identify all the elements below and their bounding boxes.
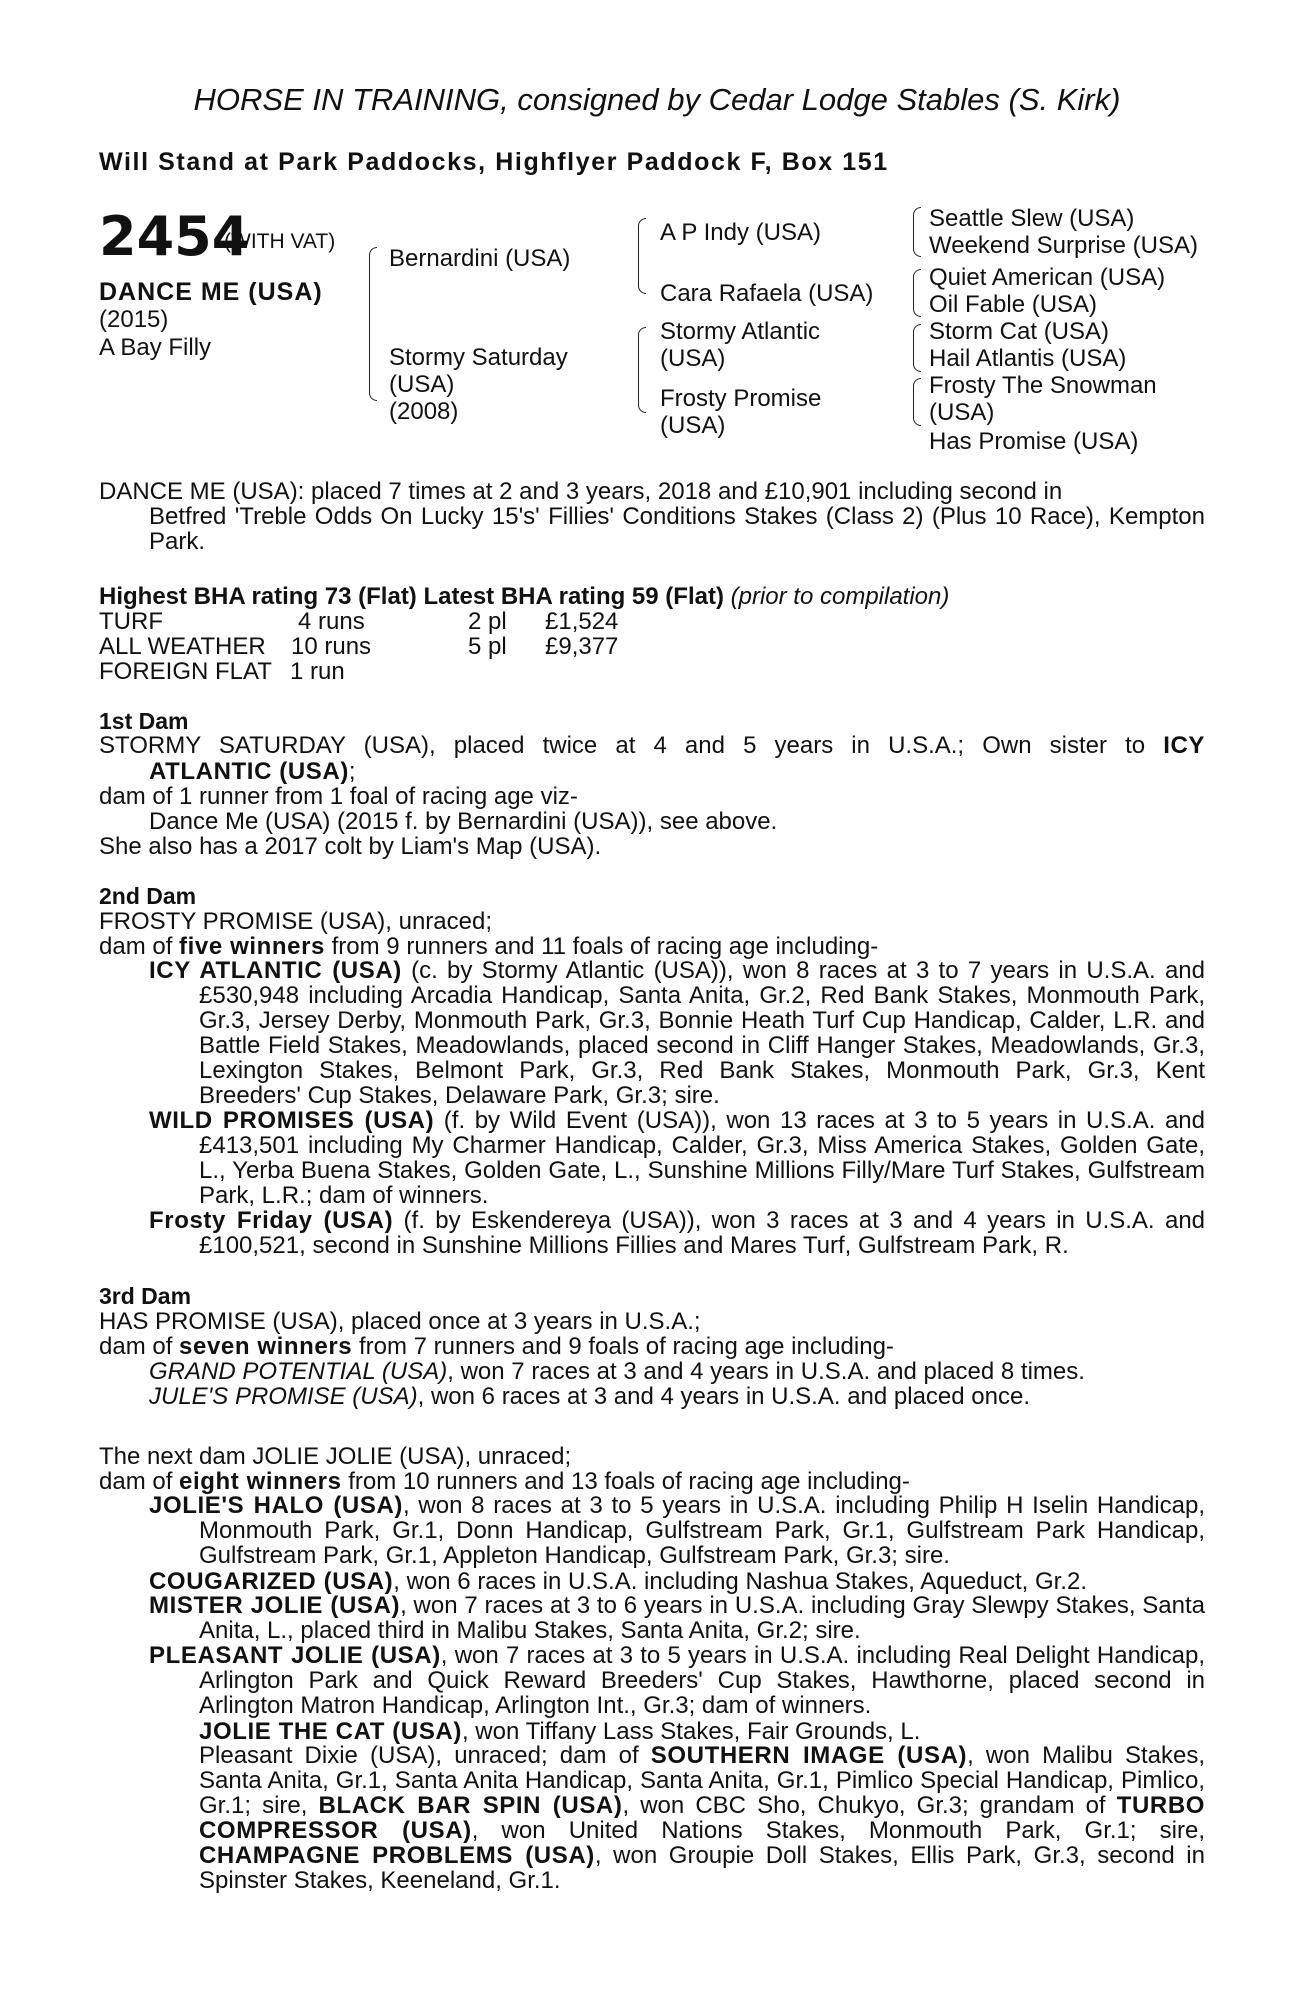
- bha-rating-text: Highest BHA rating 73 (Flat) Latest BHA rating 59 (Flat): [99, 583, 724, 610]
- nextdam-winners: eight winners: [179, 1468, 342, 1495]
- pedigree-brace-2a: [638, 218, 646, 294]
- dam3-jule-name: JULE'S PROMISE (USA): [149, 1383, 418, 1410]
- aw-runs: 10 runs: [291, 633, 372, 660]
- race-summary: DANCE ME (USA): placed 7 times at 2 and 3 years, 2018 and £10,901 including second in: [99, 478, 1063, 505]
- dam3-line1: HAS PROMISE (USA), placed once at 3 years in U.S.A.;: [99, 1308, 701, 1335]
- dam3-runners: from 7 runners and 9 foals of racing age including-: [358, 1333, 894, 1360]
- foreign-runs: 1 run: [290, 658, 345, 685]
- nextdam-halo-name: JOLIE'S HALO (USA): [149, 1492, 403, 1519]
- aw-label: ALL WEATHER: [99, 633, 266, 660]
- pedigree-dam: Stormy Saturday: [389, 344, 568, 371]
- pedigree-brace-1: [369, 247, 377, 401]
- nextdam-cat-name: JOLIE THE CAT (USA): [199, 1718, 462, 1745]
- horse-name: DANCE ME (USA): [99, 278, 323, 306]
- vat-note: (WITH VAT): [224, 230, 336, 253]
- turf-placed: 2 pl: [468, 608, 507, 635]
- pedigree-dam-dam-country: (USA): [660, 412, 726, 439]
- pedigree-sdd: Oil Fable (USA): [929, 291, 1098, 318]
- pedigree-dds: Frosty The Snowman: [929, 372, 1157, 399]
- dam2-icy-text: (c. by Stormy Atlantic (USA)), won 8 races at 3 to 7 years in U.S.A. and £530,948 including Arcadia Handicap, Santa Anita, Gr.2, Red Bank Stakes, Monmouth Park, Gr.3, Jersey Derby, Monmouth Park, Gr.3, Bonnie Heath Turf Cup Handicap, Calder, L.R. and Battle Field Stakes, Meadowlands, placed second in Cliff Hanger Stakes, Meadowlands, Gr.3, Lexington Stakes, Belmont Park, Gr.3, Red Bank Stakes, Monmouth Park, Gr.3, Kent Breeders' Cup Stakes, Delaware Park, Gr.3; sire.: [199, 957, 1205, 1109]
- dam3-heading: 3rd Dam: [99, 1283, 192, 1309]
- nextdam-mister-text: , won 7 races at 3 to 6 years in U.S.A. including Gray Slewpy Stakes, Santa Anita, L., placed third in Malibu Stakes, Santa Anita, Gr.2; sire.: [199, 1592, 1205, 1644]
- nextdam-runners: from 10 runners and 13 foals of racing age including-: [348, 1468, 910, 1495]
- pedigree-dsd: Hail Atlantis (USA): [929, 345, 1127, 372]
- dam2-icy-name: ICY ATLANTIC (USA): [149, 957, 402, 984]
- dam1-line3: dam of 1 runner from 1 foal of racing age viz-: [99, 783, 578, 810]
- nextdam-dixie-a: Pleasant Dixie (USA), unraced; dam of: [199, 1742, 639, 1769]
- dam2-winners: five winners: [179, 933, 325, 960]
- dam2-icy-entry: [149, 957, 1205, 1109]
- pedigree-sire-dam: Cara Rafaela (USA): [660, 280, 874, 307]
- pedigree-sss: Seattle Slew (USA): [929, 205, 1135, 232]
- pedigree-dam-sire-country: (USA): [660, 345, 726, 372]
- nextdam-black-bar-spin: BLACK BAR SPIN (USA): [318, 1792, 623, 1819]
- dam2-wild-name: WILD PROMISES (USA): [149, 1107, 435, 1134]
- turf-label: TURF: [99, 608, 163, 635]
- pedigree-dds-country: (USA): [929, 399, 995, 426]
- nextdam-dixie-entry: [199, 1743, 1205, 1893]
- nextdam-southern-image: SOUTHERN IMAGE (USA): [650, 1742, 968, 1769]
- race-summary-cont: Betfred 'Treble Odds On Lucky 15's' Fillies' Conditions Stakes (Class 2) (Plus 10 Race), Kempton Park.: [149, 503, 1205, 555]
- dam1-semicolon: ;: [348, 758, 356, 785]
- dam2-wild-entry: [149, 1107, 1205, 1209]
- dam3-dam-of: dam of: [99, 1333, 173, 1360]
- dam1-heading: 1st Dam: [99, 708, 189, 734]
- nextdam-halo-entry: [149, 1492, 1205, 1569]
- dam1-line5: She also has a 2017 colt by Liam's Map (USA).: [99, 833, 602, 860]
- dam3-line2: [99, 1333, 894, 1361]
- pedigree-sds: Quiet American (USA): [929, 264, 1166, 291]
- nextdam-pleasant-text: , won 7 races at 3 to 5 years in U.S.A. including Real Delight Handicap, Arlington Park and Quick Reward Breeders' Cup Stakes, Hawthorne, placed second in Arlington Matron Handicap, Arlington Int., Gr.3; dam of winners.: [199, 1642, 1205, 1719]
- nextdam-coug-text: , won 6 races in U.S.A. including Nashua Stakes, Aqueduct, Gr.2.: [393, 1568, 1087, 1595]
- consignment-heading: HORSE IN TRAINING, consigned by Cedar Lodge Stables (S. Kirk): [193, 82, 1121, 117]
- nextdam-champagne-problems: CHAMPAGNE PROBLEMS (USA): [199, 1842, 595, 1869]
- dam2-runners: from 9 runners and 11 foals of racing age including-: [331, 933, 879, 960]
- dam1-icy-name: ICY: [1163, 732, 1206, 759]
- dam2-frosty-entry: [149, 1207, 1206, 1259]
- nextdam-dixie-e: , won CBC Sho, Chukyo, Gr.3; grandam of: [622, 1792, 1106, 1819]
- nextdam-turbo-compressor: TURBO COMPRESSOR (USA): [199, 1792, 1206, 1844]
- pedigree-sire-sire: A P Indy (USA): [660, 219, 821, 246]
- pedigree-dam-year: (2008): [389, 398, 459, 425]
- pedigree-ddd: Has Promise (USA): [929, 428, 1139, 455]
- bha-ratings: [99, 583, 949, 611]
- bha-rating-note: (prior to compilation): [730, 583, 950, 610]
- dam3-grand-text: , won 7 races at 3 and 4 years in U.S.A. and placed 8 times.: [447, 1358, 1085, 1385]
- aw-placed: 5 pl: [468, 633, 507, 660]
- pedigree-dss: Storm Cat (USA): [929, 318, 1110, 345]
- nextdam-cat-text: , won Tiffany Lass Stakes, Fair Grounds, L.: [461, 1718, 921, 1745]
- dam3-jule-entry: [149, 1383, 1030, 1411]
- dam3-jule-text: , won 6 races at 3 and 4 years in U.S.A. and placed once.: [417, 1383, 1031, 1410]
- aw-prize: £9,377: [545, 633, 619, 660]
- foaling-year: (2015): [99, 306, 169, 333]
- dam3-winners: seven winners: [179, 1333, 353, 1360]
- stand-location: Will Stand at Park Paddocks, Highflyer Paddock F, Box 151: [99, 148, 889, 176]
- pedigree-brace-3a: [913, 207, 921, 257]
- horse-description: A Bay Filly: [99, 334, 212, 361]
- nextdam-mister-name: MISTER JOLIE (USA): [149, 1592, 401, 1619]
- dam2-frosty-text: (f. by Eskendereya (USA)), won 3 races at 3 and 4 years in U.S.A. and £100,521, second in Sunshine Millions Fillies and Mares Turf, Gulfstream Park, R.: [199, 1207, 1206, 1259]
- foreign-label: FOREIGN FLAT: [99, 658, 272, 685]
- dam3-grand-name: GRAND POTENTIAL (USA): [149, 1358, 448, 1385]
- turf-prize: £1,524: [545, 608, 619, 635]
- turf-runs: 4 runs: [298, 608, 365, 635]
- nextdam-pleasant-entry: [149, 1642, 1205, 1719]
- nextdam-coug-name: COUGARIZED (USA): [149, 1568, 394, 1595]
- dam1-line4: Dance Me (USA) (2015 f. by Bernardini (USA)), see above.: [149, 808, 778, 835]
- dam1-line2: [149, 758, 356, 786]
- lot-number: 2454: [99, 205, 250, 268]
- nextdam-halo-text: , won 8 races at 3 to 5 years in U.S.A. including Philip H Iselin Handicap, Monmouth Park, Gr.1, Donn Handicap, Gulfstream Park, Gr.1, Gulfstream Park Handicap, Gulfstream Park, Gr.1, Appleton Handicap, Gulfstream Park, Gr.3; sire.: [199, 1492, 1205, 1569]
- dam2-dam-of: dam of: [99, 933, 173, 960]
- pedigree-dam-dam: Frosty Promise: [660, 385, 822, 412]
- dam2-line1: FROSTY PROMISE (USA), unraced;: [99, 908, 492, 935]
- nextdam-dixie-c: , won Malibu Stakes, Santa Anita, Gr.1, Santa Anita Handicap, Santa Anita, Gr.1, Pimlico Special Handicap, Pimlico, Gr.1; sire,: [199, 1742, 1205, 1819]
- nextdam-dixie-g: , won United Nations Stakes, Monmouth Park, Gr.1; sire,: [471, 1817, 1206, 1844]
- pedigree-brace-2b: [638, 327, 646, 413]
- dam1-line1: [99, 733, 1205, 758]
- pedigree-dam-country: (USA): [389, 371, 455, 398]
- pedigree-brace-3d: [913, 378, 921, 426]
- nextdam-line1: The next dam JOLIE JOLIE (USA), unraced;: [99, 1443, 572, 1470]
- pedigree-sire: Bernardini (USA): [389, 245, 571, 272]
- nextdam-mister-entry: [149, 1592, 1205, 1644]
- dam2-frosty-name: Frosty Friday (USA): [149, 1207, 394, 1234]
- nextdam-pleasant-name: PLEASANT JOLIE (USA): [149, 1642, 441, 1669]
- nextdam-dixie-i: , won Groupie Doll Stakes, Ellis Park, Gr.3, second in Spinster Stakes, Keeneland, Gr.1.: [199, 1842, 1205, 1894]
- pedigree-brace-3c: [913, 324, 921, 372]
- dam2-heading: 2nd Dam: [99, 883, 197, 909]
- dam1-line1-text: STORMY SATURDAY (USA), placed twice at 4 and 5 years in U.S.A.; Own sister to: [99, 732, 1146, 759]
- nextdam-dam-of: dam of: [99, 1468, 173, 1495]
- dam1-icy-name-cont: ATLANTIC (USA): [149, 758, 349, 785]
- pedigree-dam-sire: Stormy Atlantic: [660, 318, 821, 345]
- pedigree-brace-3b: [913, 269, 921, 317]
- dam2-wild-text: (f. by Wild Event (USA)), won 13 races at 3 to 5 years in U.S.A. and £413,501 including My Charmer Handicap, Calder, Gr.3, Miss America Stakes, Golden Gate, L., Yerba Buena Stakes, Golden Gate, L., Sunshine Millions Filly/Mare Turf Stakes, Gulfstream Park, L.R.; dam of winners.: [199, 1107, 1205, 1209]
- pedigree-ssd: Weekend Surprise (USA): [929, 232, 1198, 259]
- dam3-grand-entry: [149, 1358, 1085, 1386]
